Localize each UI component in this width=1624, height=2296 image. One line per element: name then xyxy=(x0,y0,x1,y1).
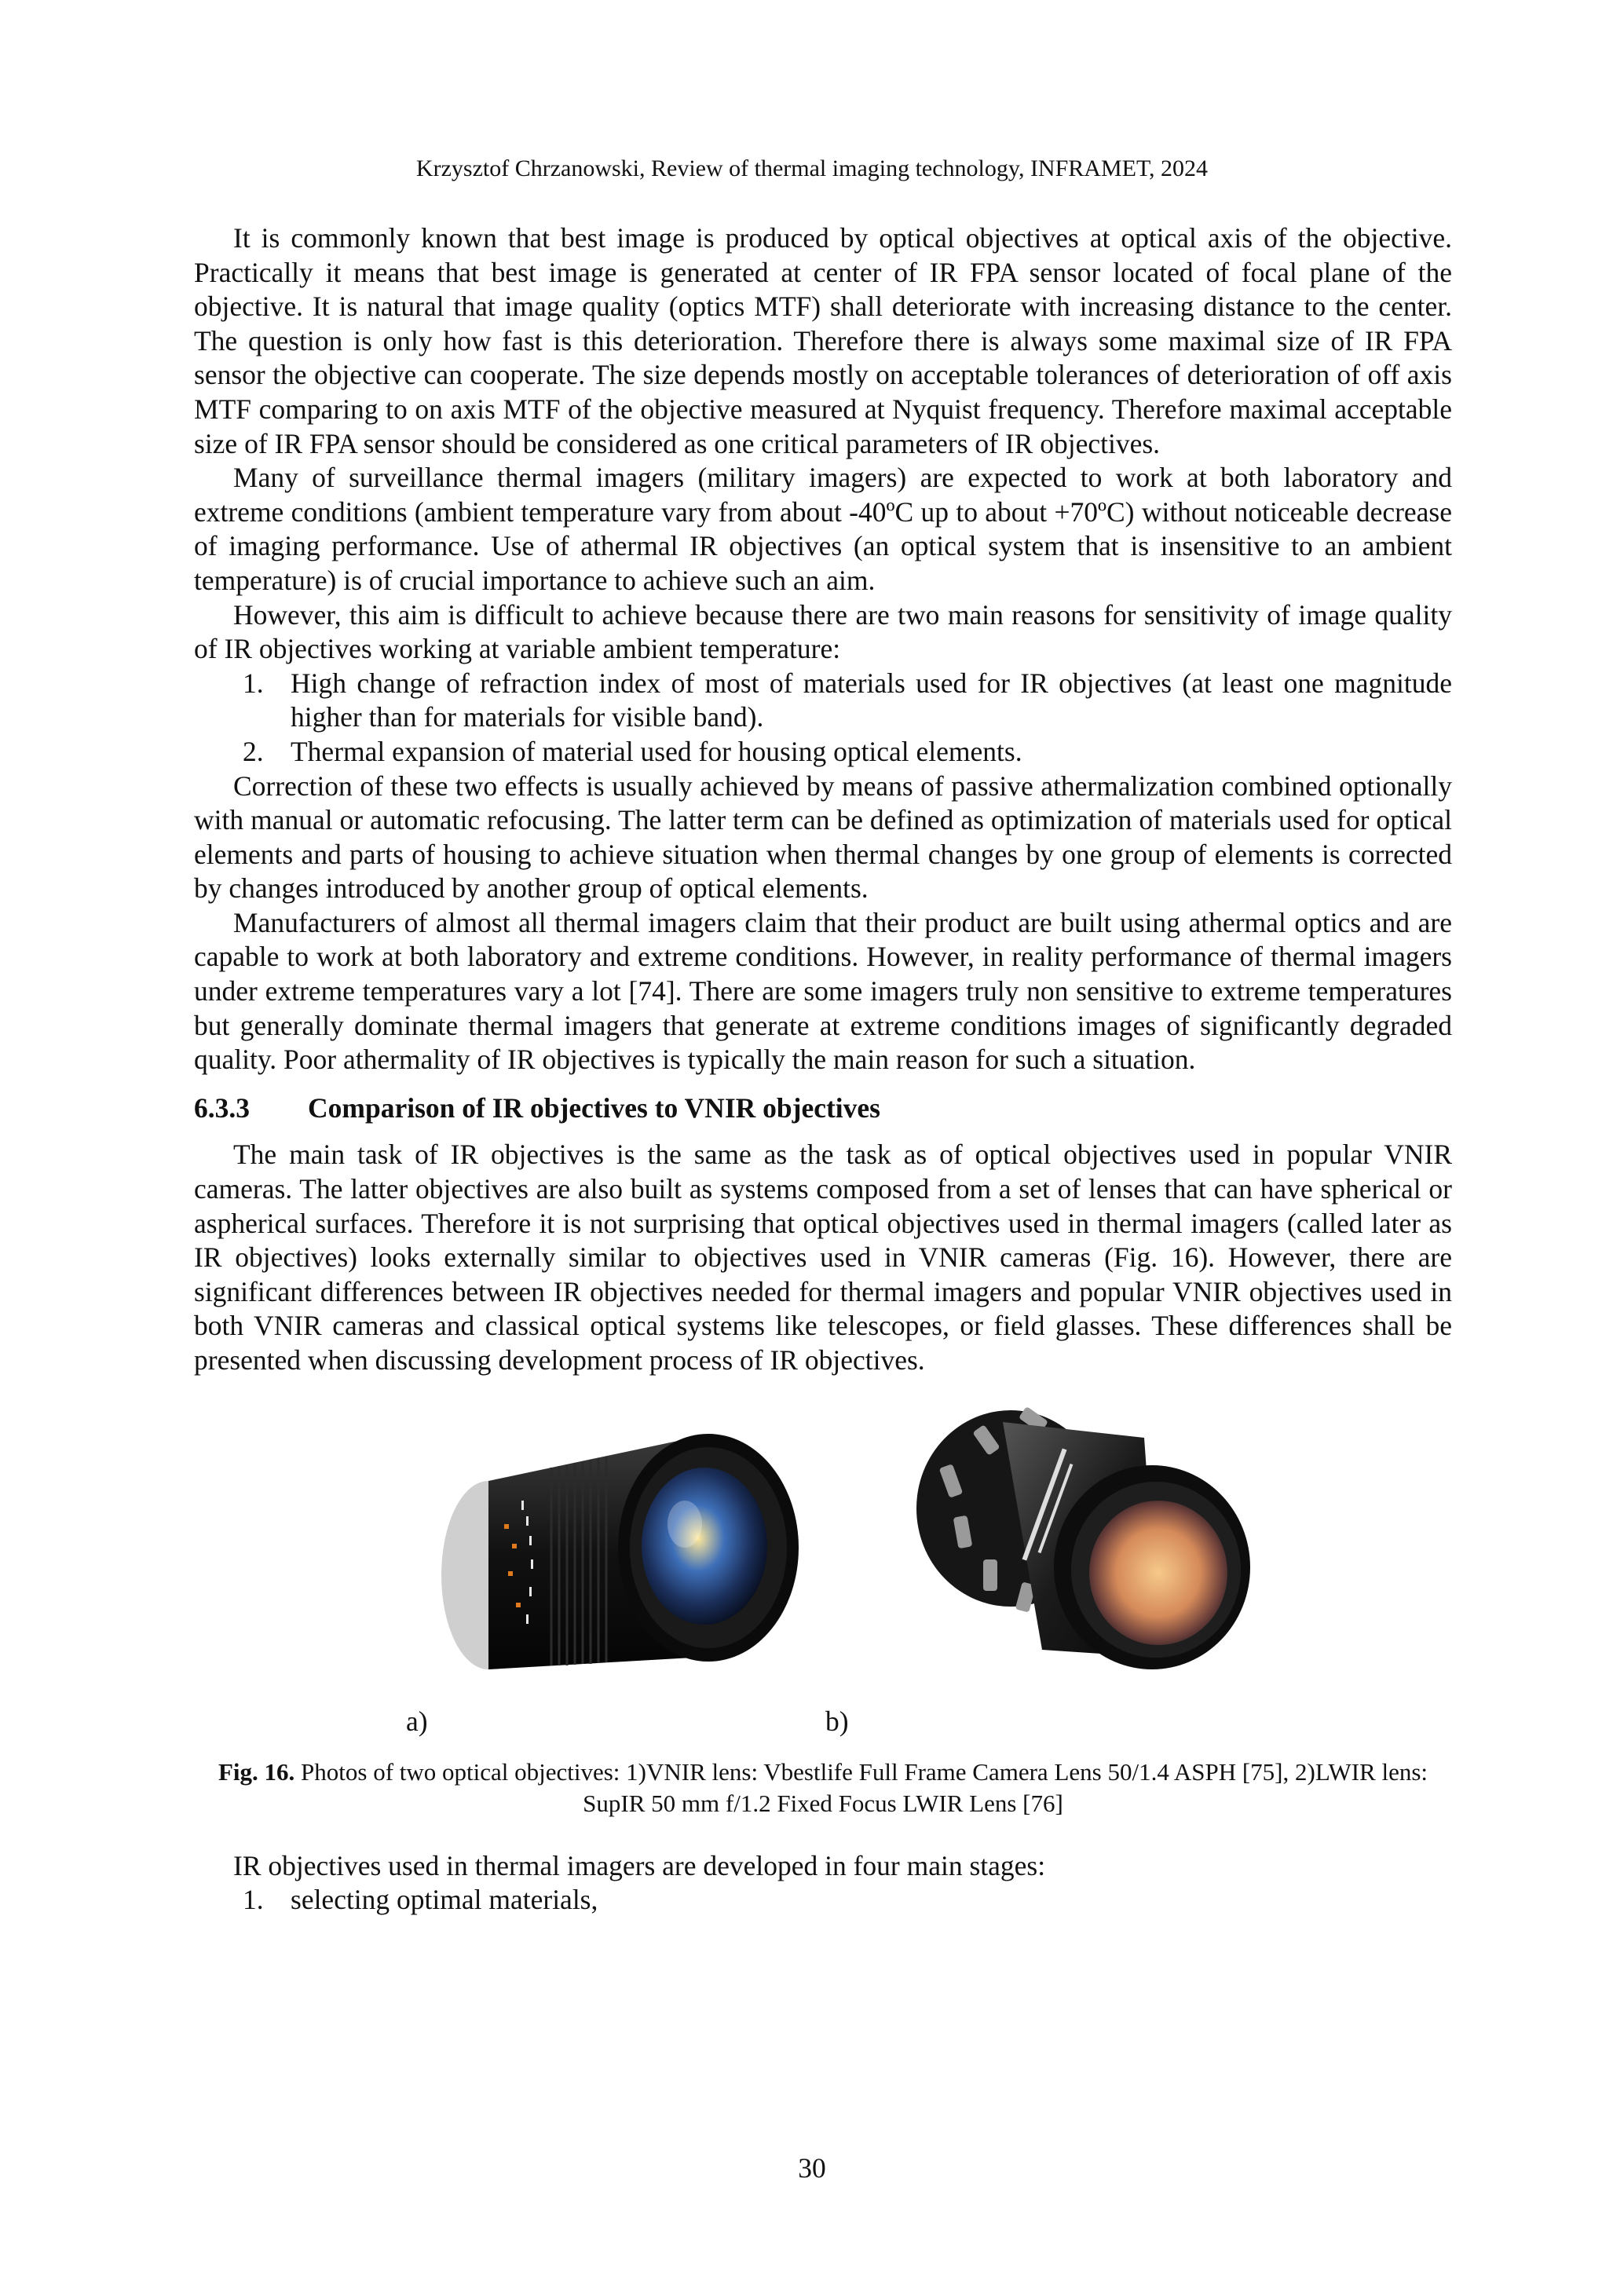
list-text: Thermal expansion of material used for housing optical elements. xyxy=(291,735,1022,767)
paragraph-comparison: The main task of IR objectives is the same as the task as of optical objectives used in popular VNIR cameras. The latter objectives are also built as systems composed from a set of lenses that can have spherical or aspherical surfaces. Therefore it is not surprising that optical objectives used in thermal imagers (called later as IR objectives) looks externally similar to objectives used in VNIR cameras (Fig. 16). However, there are significant differences between IR objectives needed for thermal imagers and popular VNIR objectives used in both VNIR cameras and classical optical systems like telescopes, or field glasses. These differences shall be presented when discussing development process of IR objectives. xyxy=(194,1139,1452,1376)
list-number: 1. xyxy=(243,1884,264,1916)
caption-text: Photos of two optical objectives: 1)VNIR lens: Vbestlife Full Frame Camera Lens 50/1.4 ASPH [75], 2)LWIR lens: SupIR 50 mm f/1.2 Fixed Focus LWIR Lens [76] xyxy=(301,1757,1428,1817)
figure-label-b: b) xyxy=(825,1705,849,1737)
vnir-lens-photo xyxy=(433,1406,803,1689)
section-heading xyxy=(194,1091,1452,1126)
figure-16 xyxy=(194,1406,1452,1775)
paragraph-stages: IR objectives used in thermal imagers are developed in four main stages: xyxy=(233,1849,1046,1881)
list-item xyxy=(194,1883,1452,1918)
list-item xyxy=(194,667,1452,735)
paragraph-manufacturers: Manufacturers of almost all thermal imagers claim that their product are built using athermal optics and are capable to work at both laboratory and extreme conditions. However, in reality performance of thermal imagers under extreme temperatures vary a lot [74]. There are some imagers truly non sensitive to extreme temperatures but generally dominate thermal imagers that generate at extreme conditions images of significantly degraded quality. Poor athermality of IR objectives is typically the main reason for such a situation. xyxy=(194,906,1452,1076)
caption-label: Fig. 16. xyxy=(218,1757,295,1786)
page-number: 30 xyxy=(798,2152,826,2184)
list-number: 1. xyxy=(243,667,264,699)
list-text: selecting optimal materials, xyxy=(291,1884,598,1916)
page-body xyxy=(194,221,1452,1918)
paragraph-athermal: Many of surveillance thermal imagers (military imagers) are expected to work at both laboratory and extreme conditions (ambient temperature vary from about -40ºC up to about +70ºC) without noticeable decrease of imaging performance. Use of athermal IR objectives (an optical system that is insensitive to an ambient temperature) is of crucial importance to achieve such an aim. xyxy=(194,462,1452,596)
lwir-lens-photo xyxy=(909,1391,1262,1689)
section-title: Comparison of IR objectives to VNIR objectives xyxy=(308,1091,880,1124)
section-number: 6.3.3 xyxy=(194,1091,250,1124)
figure-label-a: a) xyxy=(406,1705,428,1737)
list-item xyxy=(194,735,1452,770)
stages-list xyxy=(194,1883,1452,1918)
list-text: High change of refraction index of most of materials used for IR objectives (at least one magnitude higher than for materials for visible band). xyxy=(291,667,1452,733)
paragraph-fpa-size: It is commonly known that best image is produced by optical objectives at optical axis of the objective. Practically it means that best image is generated at center of IR FPA sensor located of focal plane of the objective. It is natural that image quality (optics MTF) shall deteriorate with increasing distance to the center. The question is only how fast is this deterioration. Therefore there is always some maximal size of IR FPA sensor the objective can cooperate. The size depends mostly on acceptable tolerances of deterioration of off axis MTF comparing to on axis MTF of the objective measured at Nyquist frequency. Therefore maximal acceptable size of IR FPA sensor should be considered as one critical parameters of IR objectives. xyxy=(194,222,1452,459)
list-number: 2. xyxy=(243,735,264,767)
paragraph-correction: Correction of these two effects is usually achieved by means of passive athermalization combined optionally with manual or automatic refocusing. The latter term can be defined as optimization of materials used for optical elements and parts of housing to achieve situation when thermal changes by one group of elements is corrected by changes introduced by another group of optical elements. xyxy=(194,770,1452,905)
reasons-list xyxy=(194,667,1452,770)
paragraph-difficulty: However, this aim is difficult to achieve because there are two main reasons for sensitivity of image quality of IR objectives working at variable ambient temperature: xyxy=(194,598,1452,665)
running-header: Krzysztof Chrzanowski, Review of thermal imaging technology, INFRAMET, 2024 xyxy=(415,155,1209,181)
